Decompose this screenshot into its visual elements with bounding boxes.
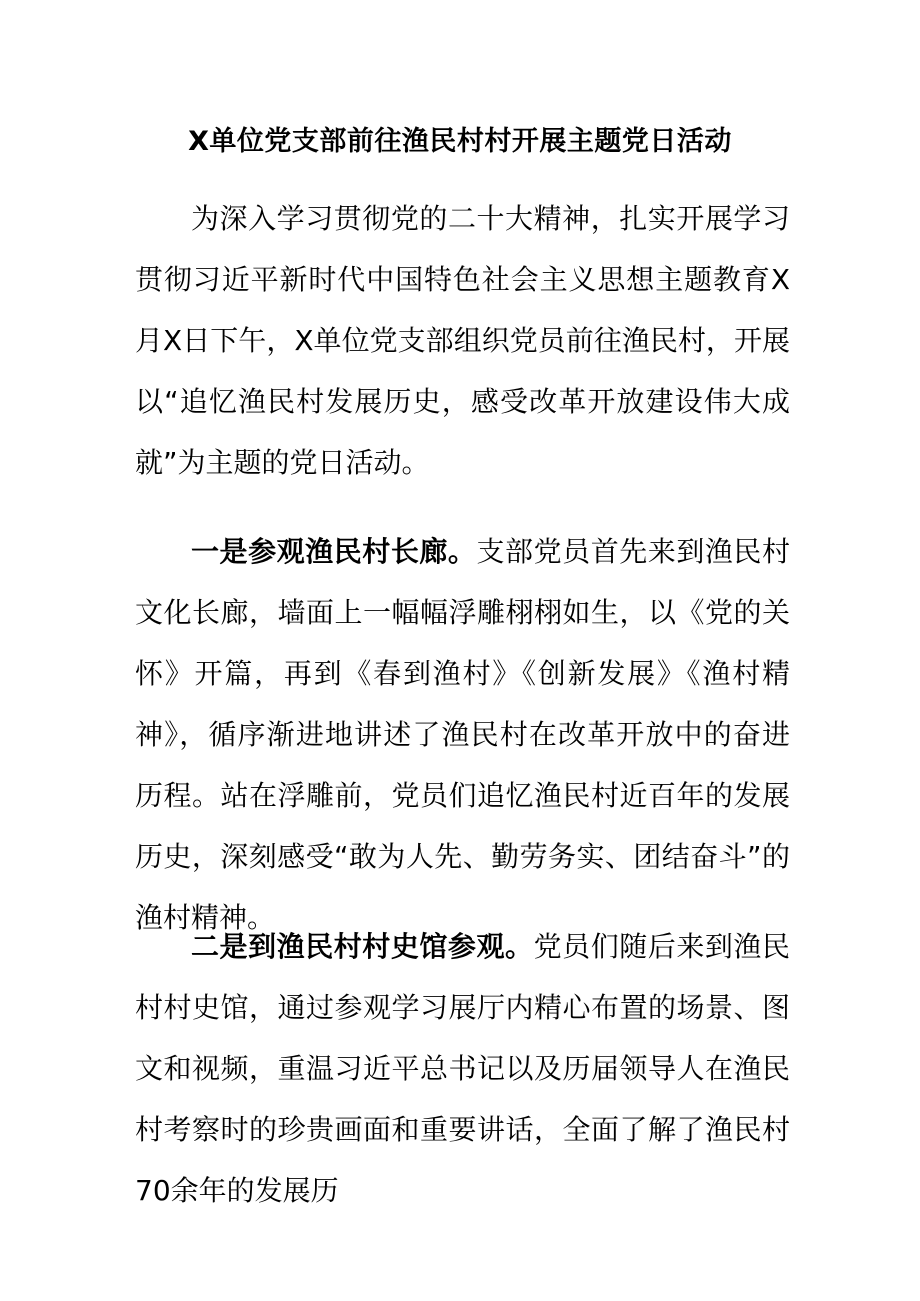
paragraph-museum-visit: [135, 916, 790, 1221]
paragraph-corridor-visit: [135, 521, 790, 948]
paragraph-lead: 二是到渔民村村史馆参观。: [191, 930, 534, 963]
paragraph-text: 支部党员首先来到渔民村文化长廊，墙面上一幅幅浮雕栩栩如生，以《党的关怀》开篇，再到《春到渔村》《创新发展》《渔村精神》，循序渐进地讲述了渔民村在改革开放中的奋进历程。站在浮雕前，党员们追忆渔民村近百年的发展历史，深刻感受“敢为人先、勤劳务实、团结奋斗”的渔村精神。: [135, 535, 790, 934]
document-title: X单位党支部前往渔民村村开展主题党日活动: [188, 126, 732, 157]
paragraph-text: 为深入学习贯彻党的二十大精神，扎实开展学习贯彻习近平新时代中国特色社会主义思想主题教育X月X日下午，X单位党支部组织党员前往渔民村，开展以“追忆渔民村发展历史，感受改革开放建设伟大成就”为主题的党日活动。: [135, 202, 790, 479]
paragraph-intro: [135, 188, 790, 493]
paragraph-lead: 一是参观渔民村长廊。: [191, 535, 477, 568]
paragraph-text: 党员们随后来到渔民村村史馆，通过参观学习展厅内精心布置的场景、图文和视频，重温习近平总书记以及历届领导人在渔民村考察时的珍贵画面和重要讲话，全面了解了渔民村70余年的发展历: [135, 930, 790, 1207]
